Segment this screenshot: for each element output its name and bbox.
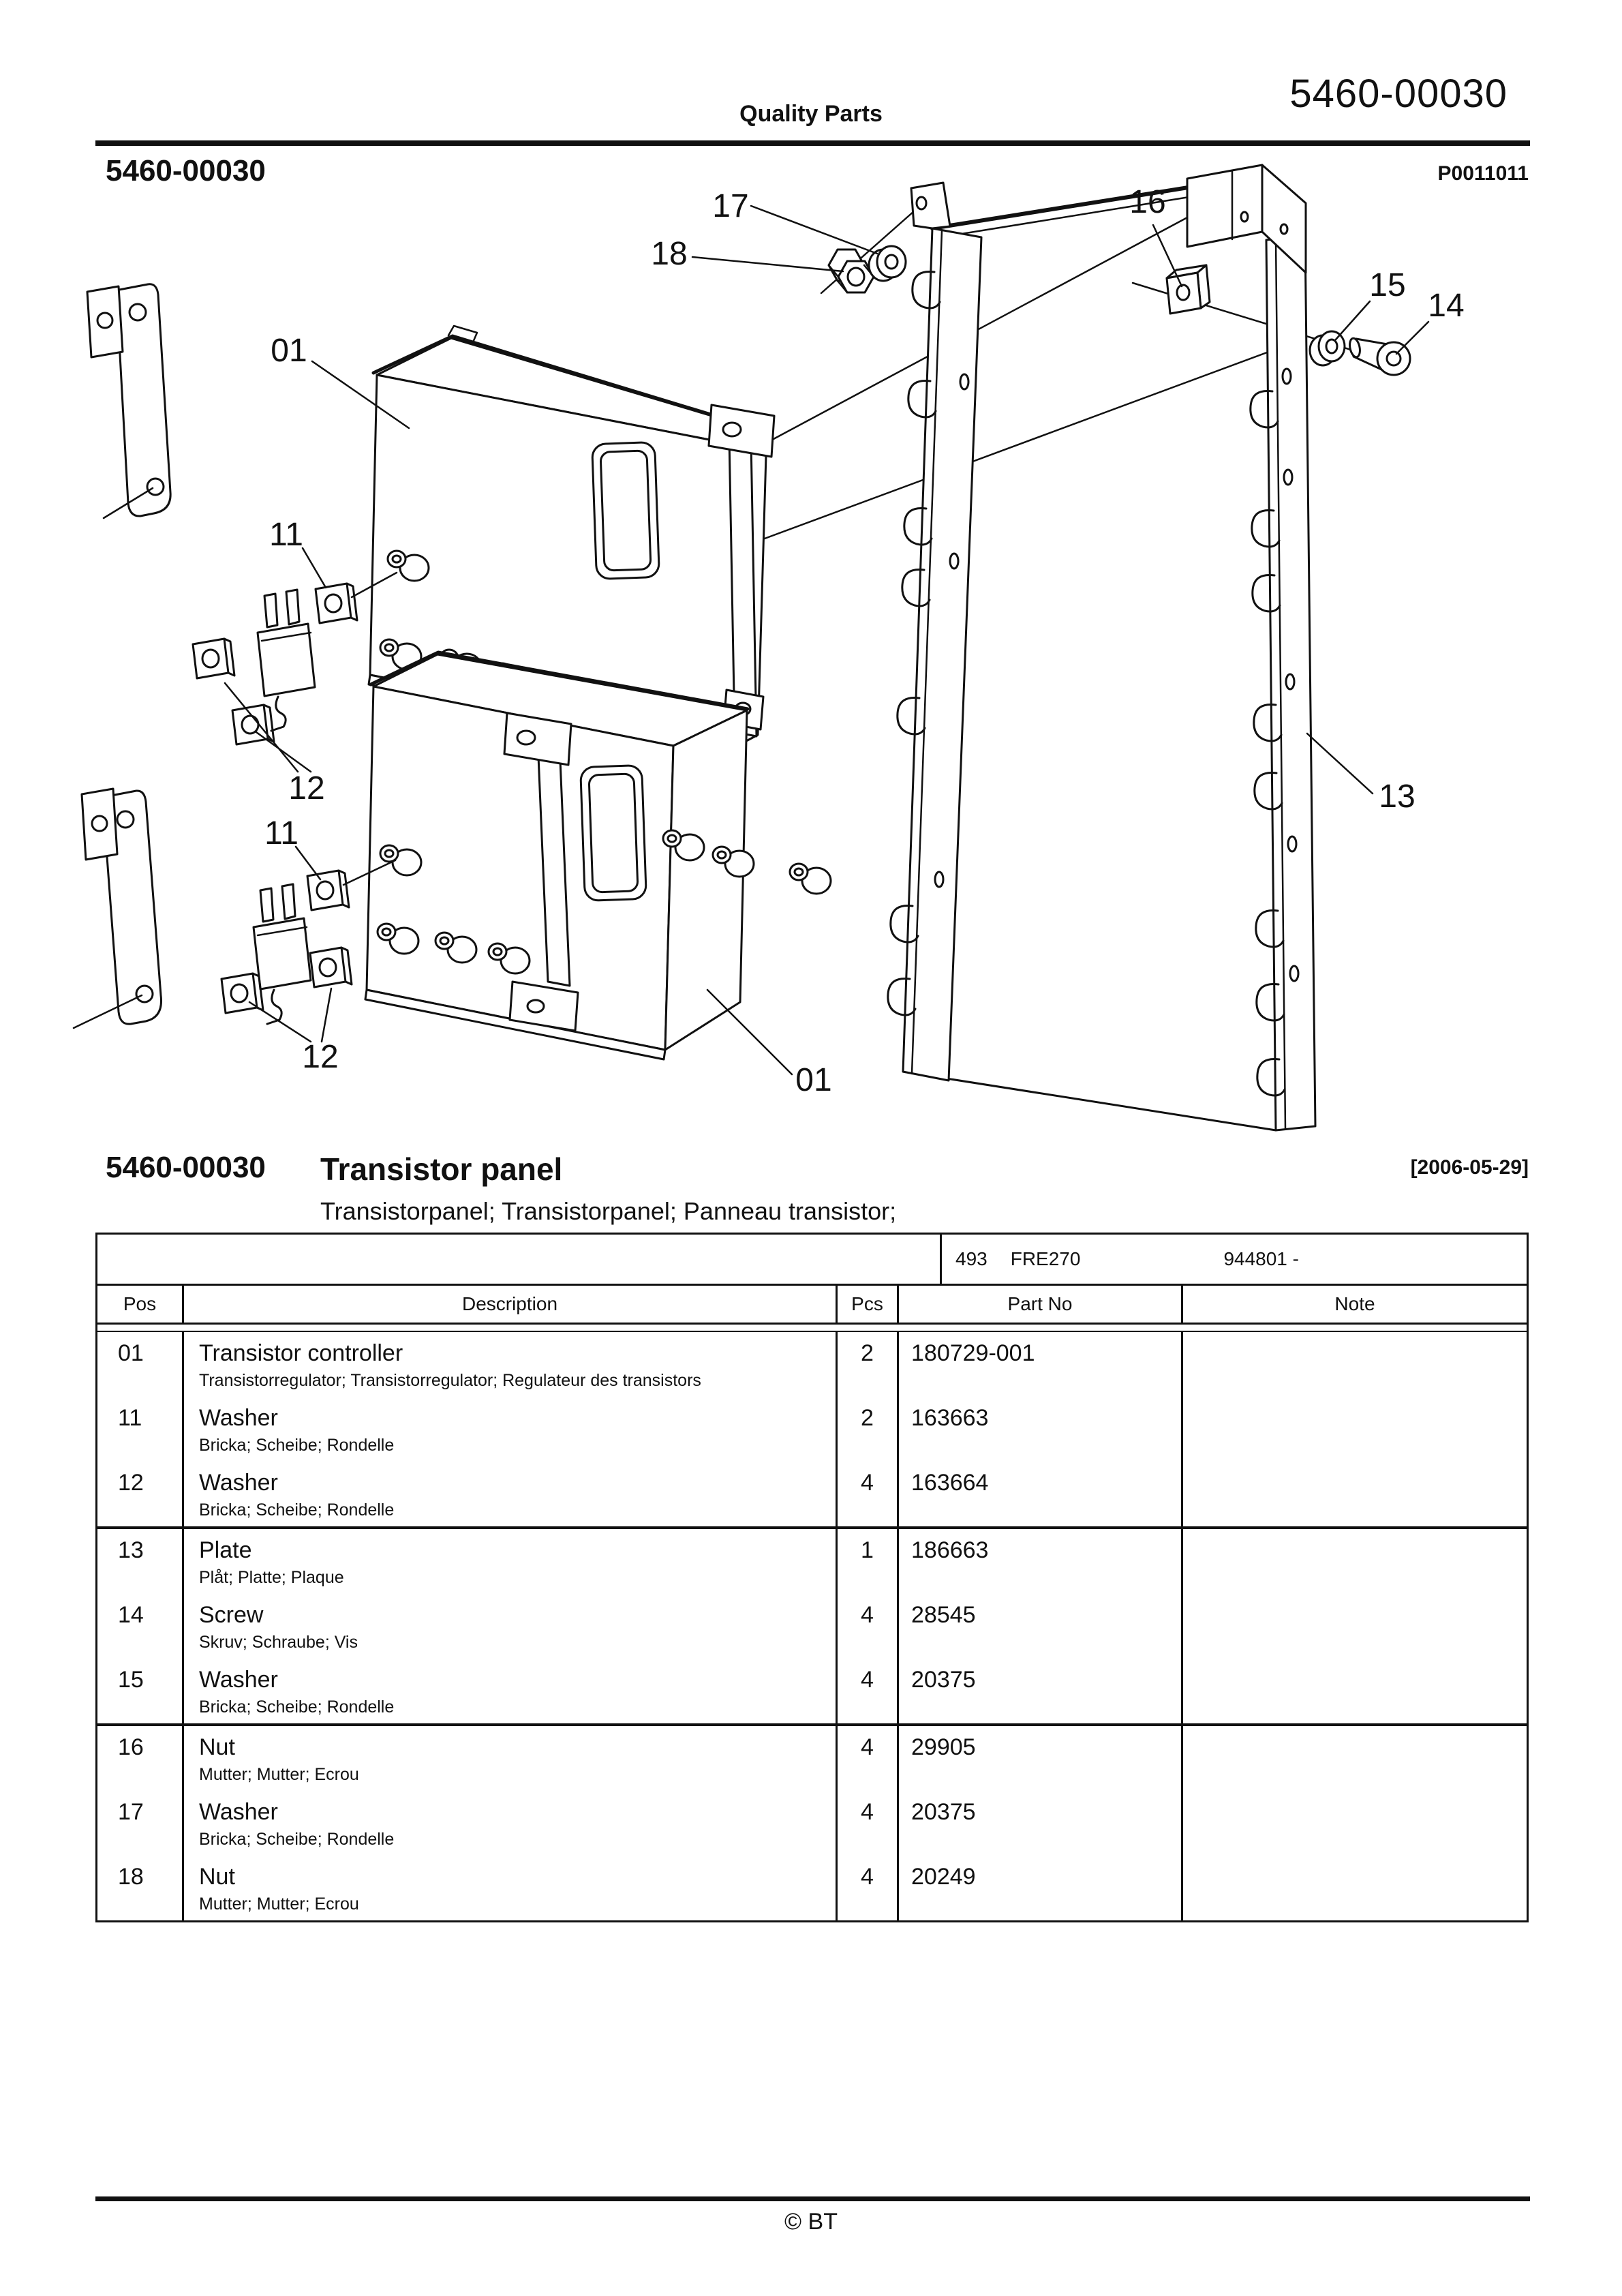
cell-part-no: 163663 [899,1397,1183,1462]
cell-part-no: 20375 [899,1659,1183,1723]
cell-description-sub: Plåt; Platte; Plaque [199,1568,344,1587]
quality-parts-title: Quality Parts [739,101,883,127]
square-washer-12b [232,705,274,744]
table-row-17 [97,1791,1527,1856]
table-double-rule [97,1325,1527,1332]
fuse-upper [258,590,315,731]
cell-part-no: 163664 [899,1462,1183,1526]
cell-description: Washer [199,1405,278,1431]
serial-range: 944801 - [1223,1248,1299,1269]
title-subtitle: Transistorpanel; Transistorpanel; Panneau transistor; [320,1197,897,1225]
image-code: P0011011 [1437,162,1529,185]
table-group-2 [97,1526,1527,1723]
cell-note [1183,1594,1527,1659]
cell-pos: 17 [97,1791,184,1856]
table-group-1 [97,1332,1527,1526]
square-washer-12a [193,639,234,678]
title-block [106,1151,1529,1226]
cell-pcs: 2 [838,1332,899,1397]
cell-note [1183,1791,1527,1856]
cell-pcs: 4 [838,1856,899,1920]
cell-description: Screw [199,1602,264,1628]
cell-note [1183,1856,1527,1920]
table-row-12 [97,1462,1527,1526]
model-name: FRE270 [1010,1248,1081,1269]
mounting-strap-lower [74,789,162,1028]
square-washer-12d [310,948,352,987]
callout-18: 18 [651,236,688,272]
copyright: © BT [784,2209,838,2235]
square-nut-16 [1167,265,1210,314]
footer-rule [95,2196,1530,2201]
title-date: [2006-05-29] [1410,1156,1529,1179]
table-meta-model-cell [940,1235,1527,1284]
table-header-row [97,1286,1527,1325]
cell-pos: 16 [97,1726,184,1791]
cell-part-no: 20249 [899,1856,1183,1920]
cell-description: Transistor controller [199,1340,403,1366]
callout-12-lower: 12 [302,1039,339,1075]
cell-part-no: 28545 [899,1594,1183,1659]
screw-14 [1348,337,1410,375]
cell-note [1183,1397,1527,1462]
cell-pos: 14 [97,1594,184,1659]
column-header-pcs: Pcs [838,1286,899,1323]
title-doc-number: 5460-00030 [106,1151,266,1184]
callout-15: 15 [1369,267,1406,303]
column-header-note: Note [1334,1293,1375,1314]
cell-part-no: 180729-001 [899,1332,1183,1397]
cell-pos: 13 [97,1529,184,1594]
column-header-description: Description [184,1286,838,1323]
cell-part-no: 29905 [899,1726,1183,1791]
square-washer-11a [316,584,357,623]
cell-description: Nut [199,1864,235,1890]
cell-pos: 11 [97,1397,184,1462]
cell-description-sub: Skruv; Schraube; Vis [199,1633,358,1652]
cell-note [1183,1529,1527,1594]
cell-pcs: 4 [838,1726,899,1791]
table-group-3 [97,1723,1527,1920]
cell-pcs: 1 [838,1529,899,1594]
callout-01-upper: 01 [271,333,307,369]
column-header-pos: Pos [97,1286,184,1323]
cell-note [1183,1659,1527,1723]
square-washer-11b [307,871,349,910]
table-row-11 [97,1397,1527,1462]
doc-number-top-right: 5460-00030 [1289,72,1508,116]
cell-note [1183,1462,1527,1526]
cell-description: Washer [199,1667,278,1693]
cell-description: Nut [199,1734,235,1760]
washer-17 [869,246,906,281]
table-row-13 [97,1529,1527,1594]
cell-pcs: 4 [838,1659,899,1723]
cell-pcs: 4 [838,1462,899,1526]
cell-description-sub: Bricka; Scheibe; Rondelle [199,1436,395,1455]
lower-box-handle [581,765,647,901]
parts-table [95,1233,1529,1922]
callout-17: 17 [712,188,749,224]
cell-pos: 18 [97,1856,184,1920]
plate-top-bracket [1187,165,1306,273]
cell-note [1183,1332,1527,1397]
callout-12-upper: 12 [288,770,325,806]
cell-pcs: 4 [838,1594,899,1659]
cell-description-sub: Bricka; Scheibe; Rondelle [199,1830,395,1849]
upper-box-handle [592,442,660,579]
page-title: Transistor panel [320,1151,563,1187]
callout-11-upper: 11 [269,517,303,553]
table-row-14 [97,1594,1527,1659]
table-row-01 [97,1332,1527,1397]
table-row-18 [97,1856,1527,1920]
callout-14: 14 [1428,288,1465,324]
model-code: 493 [955,1248,988,1269]
column-header-part-no: Part No [899,1286,1183,1323]
cell-note [1183,1726,1527,1791]
table-row-15 [97,1659,1527,1723]
cell-part-no: 186663 [899,1529,1183,1594]
cell-description-sub: Bricka; Scheibe; Rondelle [199,1697,395,1717]
cell-description-sub: Mutter; Mutter; Ecrou [199,1765,359,1784]
cell-pcs: 4 [838,1791,899,1856]
cell-pcs: 2 [838,1397,899,1462]
table-meta-row [97,1235,1527,1286]
cell-description-sub: Bricka; Scheibe; Rondelle [199,1500,395,1520]
table-meta-empty-cell [97,1235,940,1284]
cell-part-no: 20375 [899,1791,1183,1856]
callout-16: 16 [1129,184,1166,220]
cell-description-sub: Mutter; Mutter; Ecrou [199,1894,359,1914]
cell-description: Washer [199,1470,278,1496]
transistor-panel-plate [888,165,1315,1130]
cell-pos: 12 [97,1462,184,1526]
mounting-strap-upper [87,284,170,518]
cell-description: Plate [199,1537,252,1563]
callout-11-lower: 11 [264,815,299,851]
cell-pos: 01 [97,1332,184,1397]
table-row-16 [97,1726,1527,1791]
section-number: 5460-00030 [106,154,266,187]
cell-pos: 15 [97,1659,184,1723]
cell-description-sub: Transistorregulator; Transistorregulator; Regulateur des transistors [199,1371,701,1390]
callout-13: 13 [1379,779,1416,815]
callout-01-lower: 01 [795,1062,832,1098]
cell-description: Washer [199,1799,278,1825]
